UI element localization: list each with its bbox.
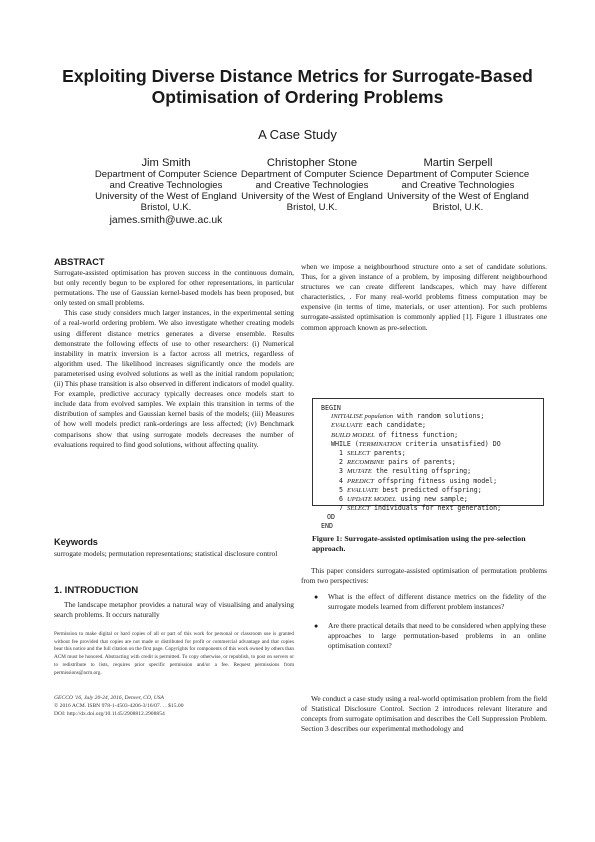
- algorithm-figure: [312, 398, 544, 530]
- author-location: Bristol, U.K.: [432, 201, 484, 213]
- venue-line: GECCO '16, July 20-24, 2016, Denver, CO, USA: [54, 695, 164, 701]
- author-name: Christopher Stone: [266, 157, 358, 169]
- algorithm-line: OD: [327, 513, 335, 522]
- keywords-text: surrogate models; permutation representations; statistical disclosure control: [54, 549, 278, 558]
- algorithm-line: 2 RECOMBINE pairs of parents;: [339, 458, 456, 467]
- body-paragraph: This paper considers surrogate-assisted optimisation of permutation problems from two perspectives:: [301, 566, 547, 586]
- algorithm-line: END: [321, 521, 333, 530]
- abstract-paragraph: Surrogate-assisted optimisation has proven success in the continuous domain, but only recently begun to be explored for other representations, in particular permutations. The use of Gaussian kernel-based models has been proposed, but only tested on small problems.: [54, 268, 294, 308]
- author-affiliation: Department of Computer Science and Creative Technologies: [386, 169, 530, 191]
- algorithm-line: 7 SELECT individuals for next generation;: [339, 504, 502, 513]
- author-university: University of the West of England: [95, 190, 237, 202]
- author-block: [86, 157, 246, 227]
- bullet-icon: ●: [314, 593, 319, 601]
- bullet-list: [312, 592, 546, 660]
- author-block: [378, 157, 538, 214]
- algorithm-line: 6 UPDATE MODEL using new sample;: [339, 495, 468, 504]
- algorithm-line: 1 SELECT parents;: [339, 449, 406, 458]
- algorithm-line: BUILD MODEL of fitness function;: [331, 430, 459, 439]
- permission-notice: Permission to make digital or hard copies of all or part of this work for personal or classroom use is granted without fee provided that copies are not made or distributed for profit or commercial advantage and that copies bear this notice and the full citation on the first page. Copyrights for components of this work owned by others than ACM must be honored. Abstracting with credit is permitted. To copy otherwise, or republish, to post on servers or to redistribute to lists, requires prior specific permission and/or a fee. Request permissions from permissions@acm.org.: [54, 631, 294, 676]
- list-item: ● What is the effect of different distance metrics on the fidelity of the surrogate models learned from different problem instances?: [314, 592, 546, 612]
- author-block: [232, 157, 392, 214]
- paper-title: Exploiting Diverse Distance Metrics for Surrogate-Based Optimisation of Ordering Problems: [62, 66, 533, 107]
- introduction-heading: 1. INTRODUCTION: [54, 585, 139, 596]
- algorithm-line: WHILE (TERMINATION criteria unsatisfied) DO: [331, 439, 501, 448]
- algorithm-line: BEGIN: [321, 404, 341, 412]
- author-name: Martin Serpell: [423, 157, 493, 169]
- author-location: Bristol, U.K.: [286, 201, 338, 213]
- author-affiliation: Department of Computer Science and Creative Technologies: [94, 169, 238, 191]
- author-university: University of the West of England: [241, 190, 383, 202]
- body-paragraph: when we impose a neighbourhood structure onto a set of candidate solutions. Thus, for a given instance of a problem, by imposing different neighbourhood structures we can create different landscapes, which may have different characteristics, . For many real-world problems fitness computation may be expensive (in terms of time, materials, or user attention). For such problems surrogate-assisted optimisation is commonly applied [1]. Figure 1 illustrates one common approach known as pre-selection.: [301, 262, 547, 332]
- algorithm-line: INITIALISE population with random solutions;: [331, 412, 485, 421]
- algorithm-line: 5 EVALUATE best predicted offspring;: [339, 485, 482, 494]
- abstract-text: [54, 268, 294, 450]
- introduction-text: The landscape metaphor provides a natural way of visualising and analysing search problems. It occurs naturally: [54, 600, 294, 620]
- abstract-heading: ABSTRACT: [54, 257, 105, 267]
- copyright-line: © 2016 ACM. ISBN 978-1-4503-4206-3/16/07. . . $15.00: [54, 703, 184, 710]
- keywords-heading: Keywords: [54, 537, 98, 547]
- figure-caption: Figure 1: Surrogate-assisted optimisation using the pre-selection approach.: [312, 534, 526, 554]
- abstract-paragraph: This case study considers much larger instances, in the experimental setting of a real-world ordering problem. We also investigate whether creating models using different distance metrics generates a diverse ensemble. Results demonstrate the following effects of use to other researchers: (i) Numerical instability in matrix inversion is a factor across all metrics, regardless of algorithm used. The likelihood increases significantly once the models are parameterised using evolved solutions as well as the initial random population; (ii) This phase transition is also observed in different indicators of model quality. For example, predictive accuracy typically decreases once models start to include data from evolved samples. We explain this transition in terms of the distribution of samples and Gaussian kernel basis of the models; (iii) Measures of how well models predict rank-orderings are less affected; (iv) Benchmark comparisons show that using surrogate models decreases the number of evaluations required to find good solutions, without affecting quality.: [54, 308, 294, 449]
- author-university: University of the West of England: [387, 190, 529, 202]
- paper-subtitle: A Case Study: [258, 127, 337, 142]
- algorithm-line: EVALUATE each candidate;: [331, 421, 427, 430]
- algorithm-line: 3 MUTATE the resulting offspring;: [339, 467, 472, 476]
- author-email[interactable]: james.smith@uwe.ac.uk: [109, 214, 223, 226]
- bullet-icon: ●: [314, 622, 319, 631]
- list-item: ● Are there practical details that need to be considered when applying these approaches to large permutation-based problems in an online optimisation context?: [314, 621, 546, 651]
- author-affiliation: Department of Computer Science and Creative Technologies: [240, 169, 384, 191]
- doi-line[interactable]: DOI: http://dx.doi.org/10.1145/2908812.2908854: [54, 711, 165, 718]
- algorithm-line: 4 PREDICT offspring fitness using model;: [339, 476, 498, 485]
- author-location: Bristol, U.K.: [140, 201, 192, 213]
- body-paragraph: We conduct a case study using a real-world optimisation problem from the field of Statistical Disclosure Control. Section 2 introduces relevant literature and concepts from surrogate optimisation and describes the Cell Suppression Problem. Section 3 describes our experimental methodology and: [301, 694, 547, 734]
- author-name: Jim Smith: [141, 157, 191, 169]
- publication-info: [54, 694, 294, 719]
